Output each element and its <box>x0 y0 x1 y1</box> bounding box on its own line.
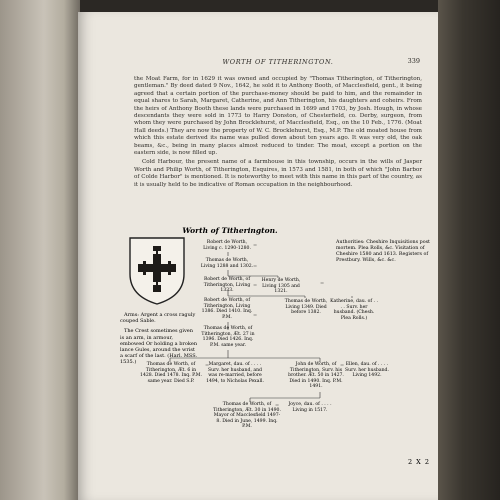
svg-text:=: = <box>275 403 280 409</box>
pedigree-entry: Thomas de Worth, Living 1349. Died before 1382. <box>284 299 328 316</box>
pedigree-entry: Joyce, dau. of . . . . Living in 1517. <box>288 402 332 413</box>
pedigree-title: Worth of Titherington. <box>182 226 278 235</box>
pedigree-entry: Henry de Worth, Living 1305 and 1321. <box>261 278 301 295</box>
paragraph: Cold Harbour, the present name of a farmhouse in this township, occurs in the wills of Jasper Worth and Philip Worth, of Titherington, Esquires, in 1573 and 1581, in both of which "John Barbor of Colde Harbor" is mentioned. It is noteworthy to meet with this name in this part of the country, as it is usually held to be indicative of Roman occupation in the neighbourhood. <box>134 159 422 188</box>
pedigree-entry: Robert de Worth, Living c. 1290-1280. <box>203 240 251 251</box>
authorities: Authorities: Cheshire Inquisitions post mortem. Plea Rolls, &c. Visitation of Cheshire 1580 and 1613. Registers of Prestbury. Wills, &c. &c. <box>336 240 430 263</box>
svg-text:=: = <box>253 264 258 270</box>
svg-text:=: = <box>253 283 258 289</box>
pedigree-entry: Robert de Worth, of Titherington, Living 1333. <box>203 277 251 294</box>
svg-text:=: = <box>340 363 345 369</box>
pedigree-entry: Ellen, dau. of . . . . Surv. her husband. Living 1492. <box>345 362 389 379</box>
svg-text:=: = <box>253 313 258 319</box>
pedigree-entry: Thomas de Worth, of Titherington, Æt. 30 in 1490. Mayor of Macclesfield 1497-8. Died in June, 1499. Inq. P.M. <box>213 402 281 430</box>
pedigree-entry: Thomas de Worth, of Titherington, Æt. 6 in 1428. Died 1478. Inq. P.M. same year. Died S.P. <box>140 362 202 384</box>
svg-text:=: = <box>320 281 325 287</box>
pedigree-entry: Thomas de Worth, of Titherington, Æt. 27 in 1396. Died 1426. Inq. P.M. same year. <box>201 326 255 348</box>
paragraph: the Moat Farm, for in 1629 it was owned and occupied by "Thomas Titherington, of Titherington, gentleman." By deed dated 9 Nov., 1642, he sold it to Anthony Booth, of Macclesfield, gent., it being agreed that a certain portion of the purchase-money should be paid to him, and the remainder in equal shares to Sarah, Margaret, Catherine, and Ann Titherington, his daughters and coheirs. From the heirs of Anthony Booth these lands were purchased in 1699 and 1703, by Josh. Hough, in whose descendants they were sold in 1773 to Harry Donston, of Chesterfield, co. Derby, surgeon, from whom they were purchased by John Brocklehurst, of Macclesfield, Esq., on the 10 Feb., 1776. (Moat Hall deeds.) They are now the property of W. C. Brocklehurst, Esq., M.P. The old moated house from which this estate derived its name was pulled down about ten years ago. It was very old, the oak beams, &c., being in many places almost reduced to tinder. The moat, except a portion on the eastern side, is now filled up. <box>134 76 422 157</box>
page-number: 339 <box>407 57 420 65</box>
pedigree-entry: John de Worth, of Titherington, Surv. his brother. Æt. 50 in 1427. Died in 1490. Inq. P.M. 1491. <box>288 362 344 390</box>
pedigree-entry: Thomas de Worth, Living 1288 and 1302. <box>200 258 254 269</box>
crest-text: The Crest sometimes given is an arm, in armour, embowed Or holding a broken lance Gules, around the wrist a scarf of the last. (Harl. MSS. 1535.) <box>120 328 198 366</box>
arms-text: Arms: Argent a cross raguly couped Sable. <box>120 312 196 325</box>
svg-text:=: = <box>205 363 210 369</box>
pedigree-entry: Robert de Worth, of Titherington, Living 1386. Died 1410. Inq. P.M. <box>201 298 253 320</box>
pedigree-entry: Katherine, dau. of . . . . Surv. her husband. (Chesh. Plea Rolls.) <box>330 299 378 321</box>
running-header: WORTH OF TITHERINGTON. <box>222 58 334 66</box>
svg-text:=: = <box>253 243 258 249</box>
pedigree-entry: Margaret, dau. of . . . . Surv. her husband, and was re-married, before 1494, to Nicholas Pexall. <box>206 362 264 384</box>
printer-signature: 2 X 2 <box>407 458 430 466</box>
